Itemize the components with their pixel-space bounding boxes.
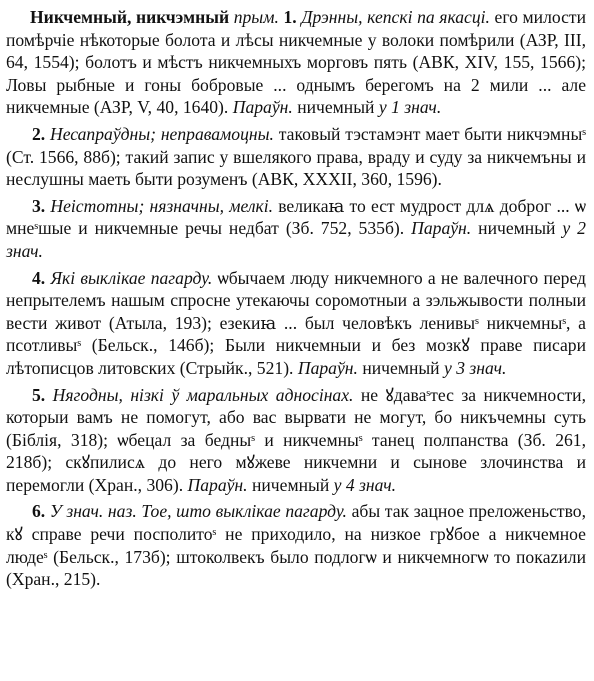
compare-ref: у 3 знач. [444,357,507,378]
sense-citations: абы так зацное преложеньство, кꙋ справе речи посполитоˢ не приходило, на низкое грꙋбое а никчемное людеˢ (Бельск., 173б); штоколвекъ было подлогѡ и никчемногѡ то покazили (Хран., 215). [6,501,586,590]
compare-word: ничемный [478,218,556,239]
compare-ref: у 2 знач. [6,218,586,261]
compare-label: Параўн. [297,357,358,378]
dictionary-entry [6,6,586,595]
compare-word: ничемный [251,474,330,495]
compare-label: Параўн. [411,218,472,239]
sense-citations: таковый тэстамэнт мает быти никчэмныˢ (Ст. 1566, 88б); такий запис у вшелякого права, враду и суду за никчемъны и неслушны маеть быти розуменъ (АВК, XXXII, 360, 1596). [6,123,587,190]
sense-definition: Які выклікае пагарду. [50,267,213,288]
sense-number: 3. [32,195,46,216]
headword: Никчемный, никчэмный [30,7,230,27]
sense-4 [6,267,586,380]
sense-citations: великаꙗ то ест мудрост длѧ доброг ... ѡ мнеˢшые и никчемные речы недбат (Зб. 752, 535б). [6,195,586,239]
sense-citations: его милости помѣрчіе нѣкоторые болота и лѣсы никчемные у волоки помѣрили (АЗР, III, 64, 1554); болотъ и мѣстъ никчемныхъ морговъ пять (АВК, XIV, 155, 1566); Ловы рыбные и гоны бобровые ... однымъ берегомъ на 2 мили ... але никчемные (АЗР, V, 40, 1640). [6,7,587,118]
sense-number: 6. [32,501,46,522]
sense-citations: ѡбычаем люду никчемного а не валечного перед непрытелемъ нашым спросне утекаючы соромотныи а зэльжывости полныи вести живот (Атыла, 193); езекиꙗ ... был человѣкъ ленивыˢ никчемныˢ, а псотливыˢ (Бельск., 146б); Были никчемныи и без мозкꙋ праве писари лѣтописцов литовских (Стрыйк., 521). [6,267,586,378]
sense-definition: У знач. наз. Тое, што выклікае пагарду. [49,501,347,522]
sense-2 [6,123,586,191]
sense-6 [6,500,586,590]
sense-citations: не ꙋдаваˢтес за никчемности, которыи вамъ не помогут, або вас вырвати не могут, бо никъчемны суть (Біблія, 318); ѡбецал за бедныˢ и никчемныˢ танец полпанства (Зб. 261, 218б); скꙋпилисѧ до него мꙋжеве никчемни и сынове злочинства и перемогли (Хран., 306). [6,384,586,495]
sense-5 [6,384,586,497]
sense-1 [6,6,586,119]
compare-ref: у 4 знач. [333,474,397,495]
compare-label: Параўн. [187,474,248,495]
part-of-speech: прым. [233,7,279,27]
compare-ref: у 1 знач. [378,97,442,118]
sense-definition: Неістотны; нязначны, мелкі. [50,195,274,216]
sense-definition: Несапраўдны; неправамоцны. [50,123,274,144]
sense-3 [6,195,586,263]
sense-number: 4. [32,267,46,288]
sense-number: 5. [32,384,46,405]
sense-number: 1. [283,7,297,27]
compare-word: ничемный [362,357,440,378]
sense-definition: Дрэнны, кепскі па якасці. [301,7,490,27]
sense-number: 2. [32,123,46,144]
compare-label: Параўн. [232,97,293,118]
sense-definition: Нягодны, нізкі ў маральных адносінах. [52,384,354,405]
compare-word: ничемный [297,97,375,118]
